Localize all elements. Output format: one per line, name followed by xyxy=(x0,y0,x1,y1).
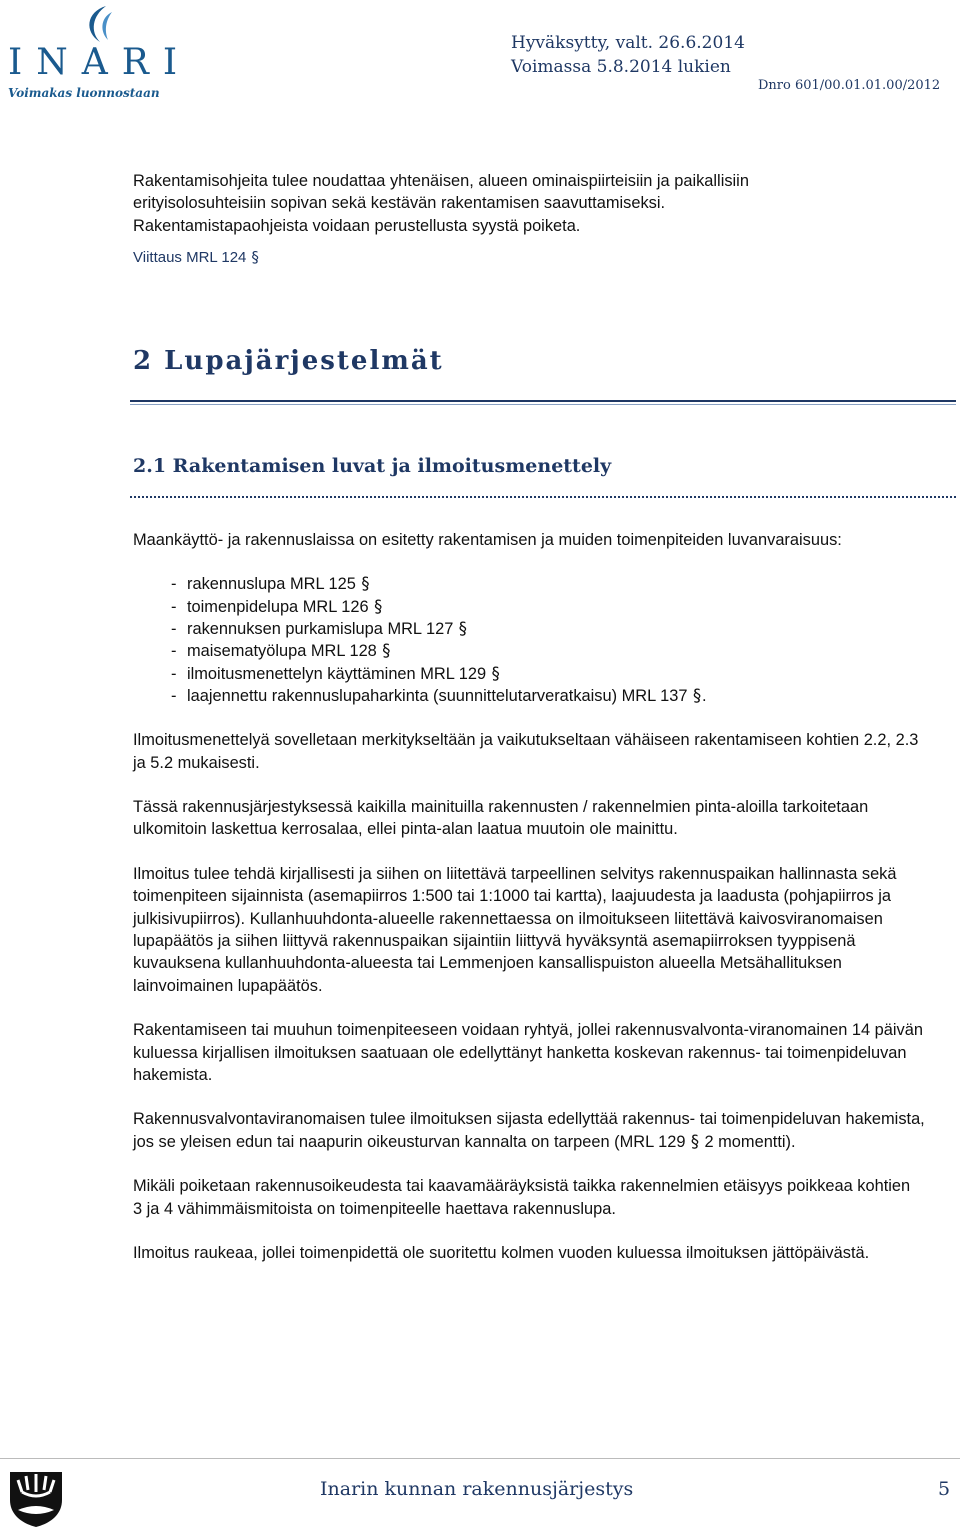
footer-title: Inarin kunnan rakennusjärjestys xyxy=(320,1478,634,1500)
section-symbol: § xyxy=(373,596,384,616)
paragraph-tassa: Tässä rakennusjärjestyksessä kaikilla mainituilla rakennusten / rakennelmien pinta-aloilla tarkoitetaan ulkomitoin laskettua kerrosalaa, ellei pinta-alan laatua muutoin ole mainittu. xyxy=(133,798,869,839)
document-number: Dnro 601/00.01.01.00/2012 xyxy=(758,78,941,93)
list-item: - toimenpidelupa MRL 126 § xyxy=(133,596,933,618)
paragraph-valvonta xyxy=(133,1108,945,1153)
list-item: - laajennettu rakennuslupaharkinta (suunnittelutarveratkaisu) MRL 137 §. xyxy=(133,685,933,707)
paragraph-valvonta-b: 2 momentti). xyxy=(704,1132,796,1151)
heading-rule-thin xyxy=(130,404,956,405)
list-item: - rakennuslupa MRL 125 § xyxy=(133,573,933,595)
list-item: - maisematyölupa MRL 128 § xyxy=(133,640,933,662)
coat-of-arms-icon xyxy=(8,1470,64,1528)
section-symbol: § xyxy=(381,641,392,661)
approved-date: Hyväksytty, valt. 26.6.2014 xyxy=(511,33,745,53)
section-symbol: § xyxy=(690,1131,700,1151)
main-body xyxy=(133,529,933,1265)
paragraph-ilmoitus: Ilmoitusmenettelyä sovelletaan merkitykseltään ja vaikutukseltaan vähäiseen rakentamiseen kohtien 2.2, 2.3 ja 5.2 mukaisesti. xyxy=(133,731,919,772)
lead-paragraph: Maankäyttö- ja rakennuslaissa on esitetty rakentamisen ja muiden toimenpiteiden luvanvaraisuus: xyxy=(133,531,842,549)
approval-block xyxy=(511,31,745,79)
subsection-heading: 2.1 Rakentamisen luvat ja ilmoitusmenettely xyxy=(133,455,612,477)
page-number: 5 xyxy=(938,1478,951,1500)
section-symbol: § xyxy=(692,685,702,705)
logo-swirl-icon xyxy=(66,2,126,44)
valid-date: Voimassa 5.8.2014 lukien xyxy=(511,57,731,77)
paragraph-kirjallisesti: Ilmoitus tulee tehdä kirjallisesti ja siihen on liitettävä tarpeellinen selvitys rakennuspaikan hallinnasta sekä toimenpiteen sijainnista (asemapiirros 1:500 tai 1:1000 tai kartta), laajuudesta ja laadusta (pohjapiirros ja julkisivupiirros). Kullanhuuhdonta-alueelle rakennettaessa on ilmoitukseen liitettävä kaivosviranomaisen lupapäätös ja siihen liittyvä rakennuspaikan sijaintiin liittyvä hyväksyntä asemapiirroksen tyyppisenä kuvauksena kullanhuuhdonta-alueesta tai Lemmenjoen kansallispuiston alueella Metsähallituksen lainvoimainen lupapäätös. xyxy=(133,864,897,995)
logo-tagline: Voimakas luonnostaan xyxy=(8,86,160,100)
law-reference-text: Viittaus MRL 124 xyxy=(133,249,247,267)
section-symbol: § xyxy=(360,574,371,594)
intro-line-2: erityisolosuhteisiin sopivan sekä kestävän rakentamisen saavuttamiseksi. xyxy=(133,194,666,213)
inari-logo xyxy=(4,2,192,102)
subsection-divider xyxy=(130,496,956,498)
law-reference xyxy=(133,246,933,269)
paragraph-ryhtya: Rakentamiseen tai muuhun toimenpiteeseen voidaan ryhtyä, jollei rakennusvalvonta-viranomainen 14 päivän kuluessa kirjallisen ilmoituksen saatuaan ole edellyttänyt hanketta koskevan rakennus- tai toimenpideluvan hakemista. xyxy=(133,1021,923,1085)
list-item: - ilmoitusmenettelyn käyttäminen MRL 129 § xyxy=(133,663,933,685)
coat-of-arms xyxy=(8,1470,64,1533)
intro xyxy=(133,170,933,270)
intro-line-1: Rakentamisohjeita tulee noudattaa yhtenäisen, alueen ominaispiirteisiin ja paikallisiin xyxy=(133,172,749,190)
list-item: - rakennuksen purkamislupa MRL 127 § xyxy=(133,618,933,640)
section-symbol: § xyxy=(250,248,260,267)
paragraph-poiketaan: Mikäli poiketaan rakennusoikeudesta tai kaavamääräyksistä taikka rakennelmien etäisyys poikkeaa kohtien 3 ja 4 vähimmäismitoista on toimenpiteelle haettava rakennuslupa. xyxy=(133,1177,911,1218)
heading-rule xyxy=(130,400,956,402)
paragraph-valvonta-a: Rakennusvalvontaviranomaisen tulee ilmoituksen sijasta edellyttää rakennus- tai toimenpideluvan hakemista, jos se yleisen edun tai naapurin oikeusturvan kannalta on tarpeen (MRL 129 xyxy=(133,1110,925,1151)
section-symbol: § xyxy=(490,663,501,683)
section-symbol: § xyxy=(457,619,468,638)
paragraph-raukeaa: Ilmoitus raukeaa, jollei toimenpidettä ole suoritettu kolmen vuoden kuluessa ilmoituksen jättöpäivästä. xyxy=(133,1244,870,1263)
section-heading: 2 Lupajärjestelmät xyxy=(133,346,444,376)
permit-list xyxy=(133,573,933,707)
intro-line-3: Rakentamistapaohjeista voidaan perustellusta syystä poiketa. xyxy=(133,216,581,235)
logo-name: INARI xyxy=(8,42,192,83)
footer-divider xyxy=(0,1458,960,1459)
